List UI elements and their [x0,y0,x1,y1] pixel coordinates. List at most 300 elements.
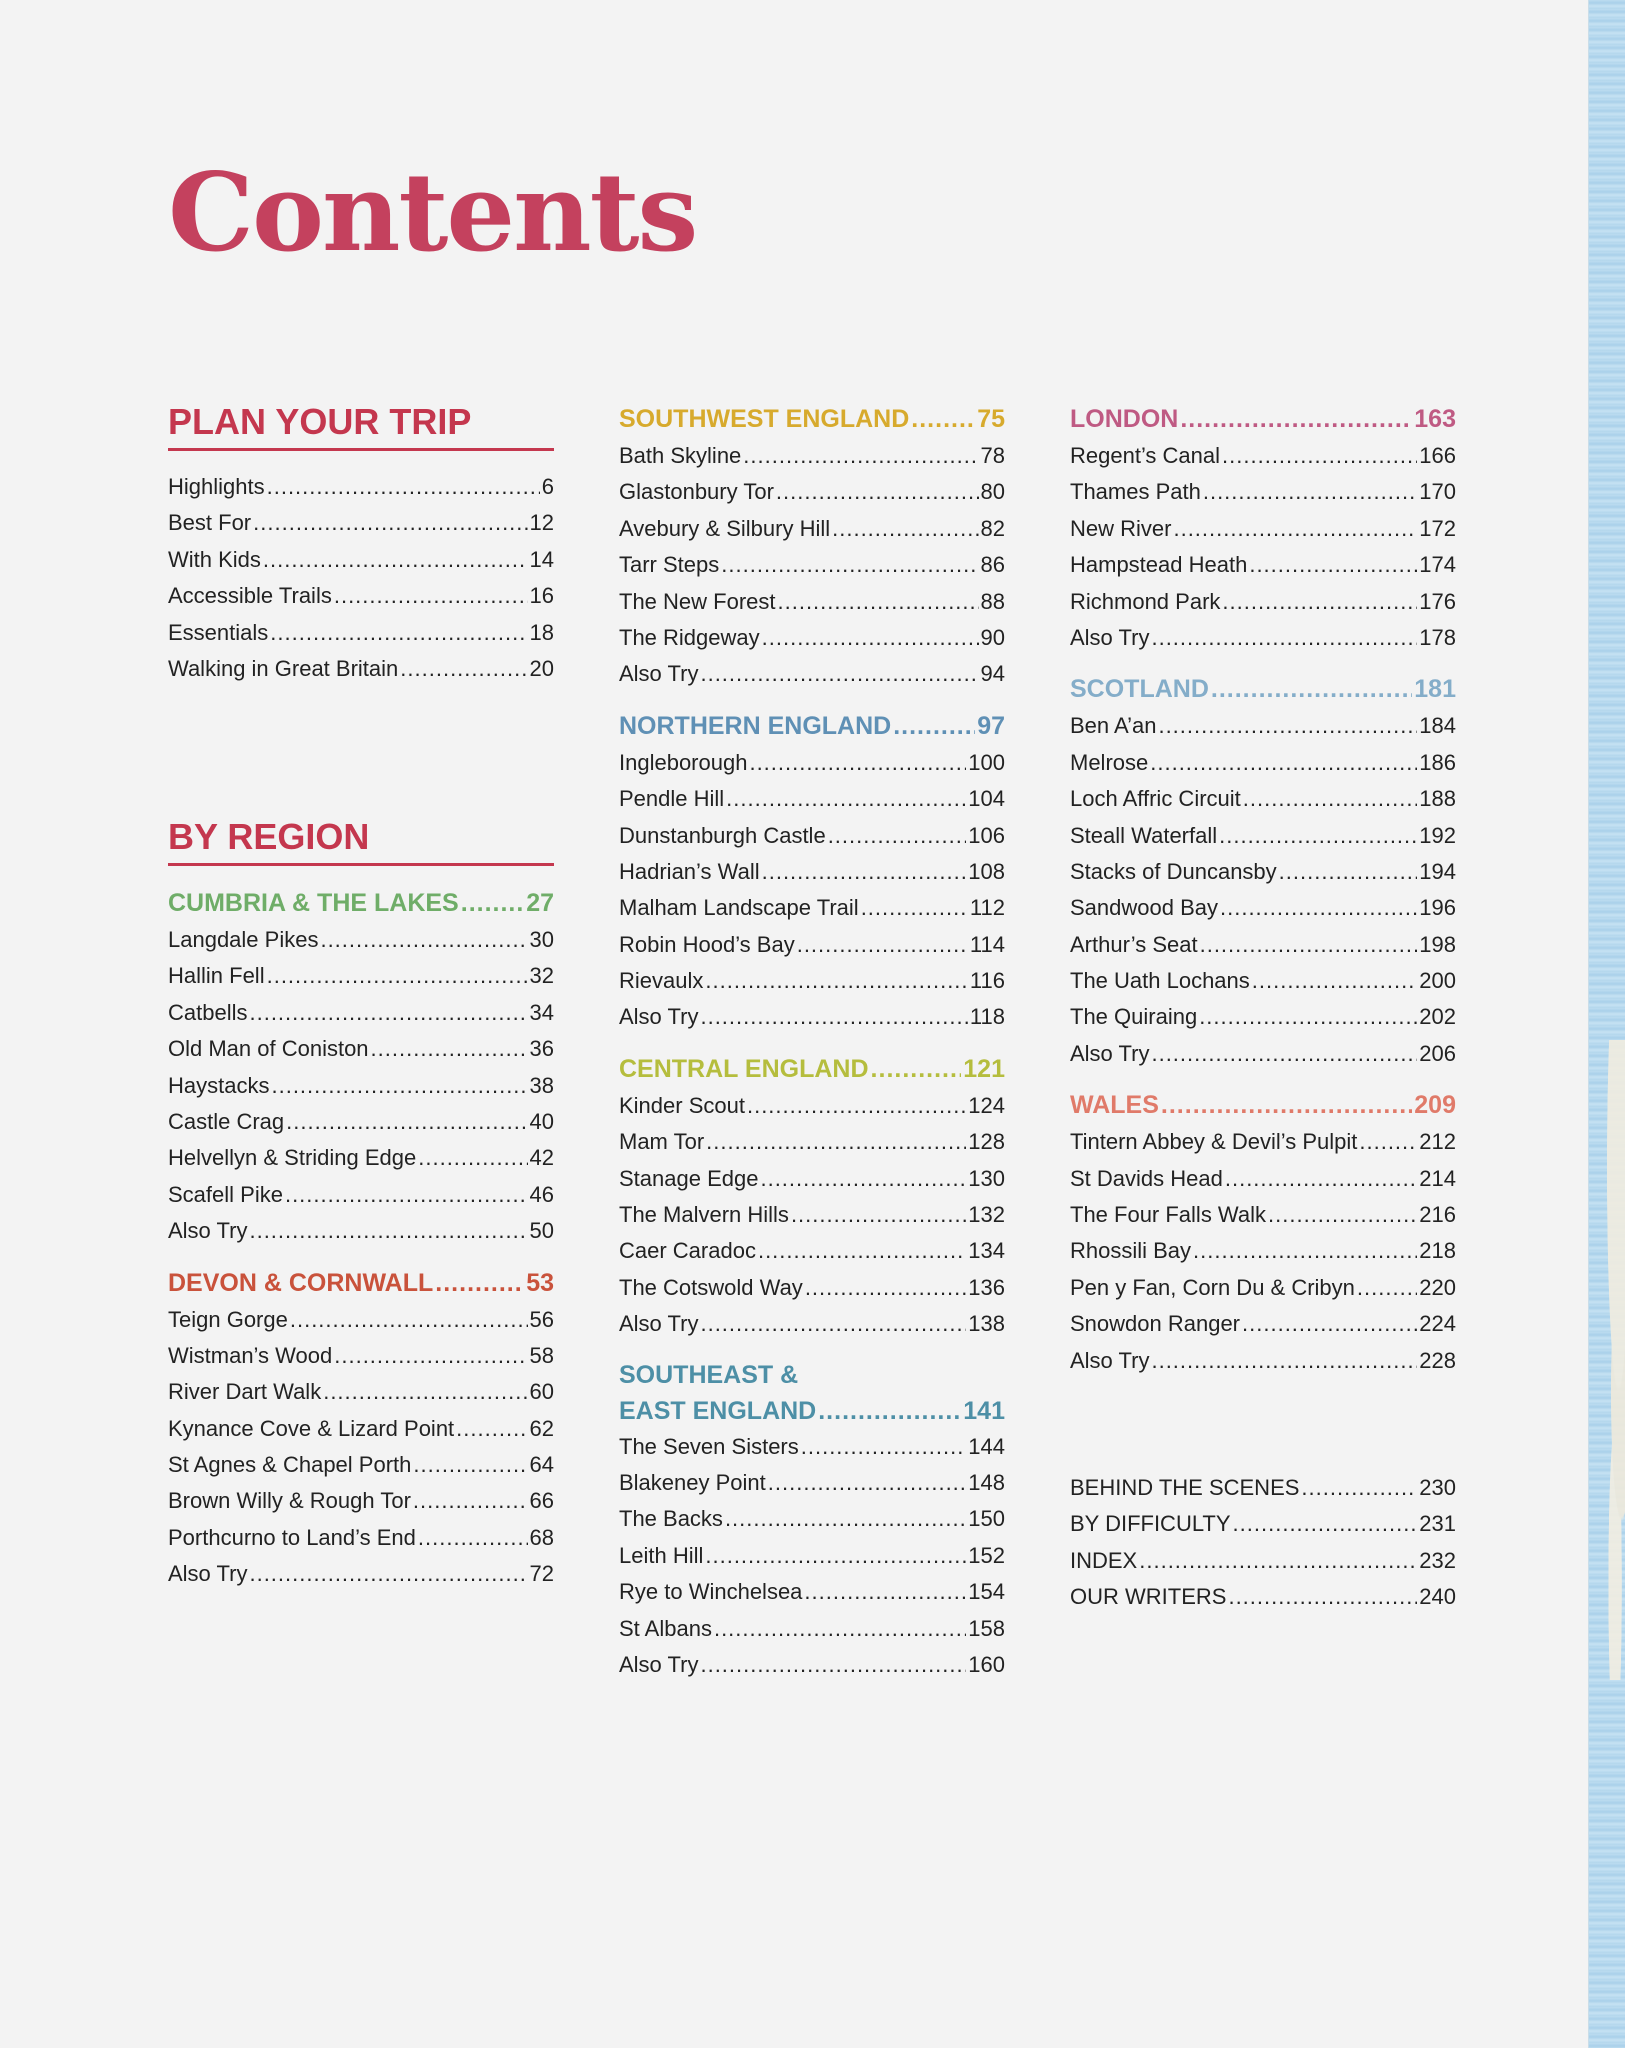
toc-entry-page: 80 [980,479,1005,505]
toc-entry-page: 124 [968,1092,1005,1118]
toc-entry-label: Helvellyn & Striding Edge [168,1145,417,1171]
toc-entry-kinder-scout[interactable] [619,1088,1005,1124]
toc-entry-page: 36 [529,1036,554,1062]
region-heading-southwest[interactable] [619,400,1005,438]
dot-leader [271,1068,527,1104]
dot-leader [413,1483,528,1519]
toc-entry-page: 58 [529,1342,554,1368]
toc-entry-page: 144 [968,1433,1005,1459]
toc-entry-label: Hallin Fell [168,963,265,989]
toc-entry-the-seven-sisters[interactable] [619,1429,1005,1465]
toc-entry-the-four-falls-walk[interactable] [1070,1197,1456,1233]
toc-entry-page: 32 [529,963,554,989]
toc-entry-page: 20 [529,655,554,681]
region-heading-central[interactable] [619,1050,1005,1088]
dot-leader [1151,1036,1417,1072]
toc-entry-label: Also Try [619,1651,699,1677]
toc-entry-label: Pen y Fan, Corn Du & Cribyn [1070,1274,1355,1300]
toc-entry-label: Glastonbury Tor [619,479,774,505]
toc-entry-page: 200 [1419,968,1456,994]
dot-leader [334,578,528,614]
dot-leader [1200,927,1418,963]
toc-entry-tarr-steps[interactable] [619,547,1005,583]
toc-entry-stacks-of-duncansby[interactable] [1070,854,1456,890]
toc-entry-label: Rhossili Bay [1070,1238,1192,1264]
toc-entry-st-davids-head[interactable] [1070,1161,1456,1197]
toc-entry-helvellyn-striding-edge[interactable] [168,1140,554,1176]
toc-entry-wistmans-wood[interactable] [168,1338,554,1374]
toc-entry-rhossili-bay[interactable] [1070,1233,1456,1269]
toc-entry-page: 64 [529,1452,554,1478]
toc-entry-new-river[interactable] [1070,511,1456,547]
region-heading-page: 53 [526,1268,554,1297]
toc-entry-best-for[interactable] [168,505,554,541]
dot-leader [762,620,979,656]
toc-entry-arthurs-seat[interactable] [1070,927,1456,963]
toc-entry-also-try[interactable] [619,656,1005,692]
dot-leader [418,1140,527,1176]
toc-entry-pen-y-fan-corn-du-cribyn[interactable] [1070,1270,1456,1306]
toc-entry-page: 174 [1419,552,1456,578]
toc-entry-label: Porthcurno to Land’s End [168,1524,416,1550]
toc-entry-label: River Dart Walk [168,1379,322,1405]
dot-leader [249,1556,527,1592]
toc-entry-label: Also Try [1070,1040,1150,1066]
dot-leader [1279,854,1418,890]
toc-entry-pendle-hill[interactable] [619,781,1005,817]
toc-entry-label: Hampstead Heath [1070,552,1248,578]
region-heading-wales[interactable] [1070,1086,1456,1124]
region-heading-page: 75 [977,405,1005,433]
toc-entry-thames-path[interactable] [1070,474,1456,510]
toc-entry-page: 220 [1419,1274,1456,1300]
toc-entry-label: Loch Affric Circuit [1070,786,1241,812]
toc-entry-steall-waterfall[interactable] [1070,818,1456,854]
toc-entry-porthcurno-to-lands-end[interactable] [168,1520,554,1556]
toc-entry-page: 224 [1419,1311,1456,1337]
toc-entry-label: Scafell Pike [168,1181,283,1207]
toc-entry-page: 38 [529,1072,554,1098]
toc-entry-glastonbury-tor[interactable] [619,474,1005,510]
toc-entry-the-malvern-hills[interactable] [619,1197,1005,1233]
dot-leader [413,1447,527,1483]
toc-entry-label: Arthur’s Seat [1070,931,1198,957]
toc-entry-page: 178 [1419,624,1456,650]
toc-entry-sandwood-bay[interactable] [1070,890,1456,926]
region-block-cumbria [168,884,554,1250]
region-heading-label: NORTHERN ENGLAND [619,711,892,740]
dot-leader [776,474,979,510]
toc-entry-also-try[interactable] [168,1556,554,1592]
toc-entry-label: Also Try [619,661,699,687]
toc-entry-label: Melrose [1070,749,1149,775]
toc-entry-page: 62 [529,1415,554,1441]
toc-entry-scafell-pike[interactable] [168,1177,554,1213]
toc-entry-page: 136 [968,1274,1005,1300]
by-region-heading: BY REGION [168,815,554,866]
toc-entry-page: 158 [968,1615,1005,1641]
dot-leader [700,1647,966,1683]
dot-leader [290,1302,528,1338]
toc-entry-page: 112 [969,895,1005,921]
toc-entry-page: 100 [968,749,1005,775]
toc-entry-label: Pendle Hill [619,786,725,812]
region-heading-devon[interactable] [168,1264,554,1302]
toc-entry-page: 166 [1419,443,1456,468]
dot-leader [1199,999,1417,1035]
toc-entry-avebury-silbury-hill[interactable] [619,511,1005,547]
toc-entry-page: 186 [1419,749,1456,775]
toc-entry-page: 160 [968,1651,1005,1677]
toc-entry-old-man-of-coniston[interactable] [168,1031,554,1067]
toc-entry-index[interactable] [1070,1543,1456,1579]
toc-entry-page: 218 [1419,1238,1456,1264]
toc-entry-bath-skyline[interactable] [619,438,1005,474]
toc-entry-page: 82 [980,515,1005,541]
dot-leader [267,469,540,505]
toc-entry-label: Snowdon Ranger [1070,1311,1241,1337]
toc-entry-river-dart-walk[interactable] [168,1374,554,1410]
toc-entry-page: 114 [969,931,1005,957]
toc-entry-page: 66 [529,1488,554,1514]
dot-leader [762,854,967,890]
region-heading-page: 141 [963,1396,1005,1425]
toc-entry-label: Tintern Abbey & Devil’s Pulpit [1070,1129,1358,1155]
region-block-central [619,1050,1005,1343]
toc-entry-label: St Agnes & Chapel Porth [168,1452,412,1478]
toc-entry-the-ridgeway[interactable] [619,620,1005,656]
toc-entry-also-try[interactable] [619,999,1005,1035]
region-heading-page: 27 [526,889,554,917]
toc-entry-page: 138 [968,1311,1005,1337]
toc-entry-page: 152 [968,1542,1005,1568]
toc-entry-page: 16 [529,583,554,609]
region-heading-london[interactable] [1070,400,1456,438]
toc-entry-regents-canal[interactable] [1070,438,1456,474]
toc-entry-page: 148 [968,1469,1005,1495]
toc-entry-page: 240 [1419,1584,1456,1610]
toc-entry-ben-aan[interactable] [1070,708,1456,744]
dot-leader [1220,890,1417,926]
region-heading-southeast[interactable] [619,1357,1005,1429]
column-3 [1070,400,1456,1379]
toc-entry-label: Old Man of Coniston [168,1036,369,1062]
dot-leader [705,1538,966,1574]
region-heading-northern[interactable] [619,707,1005,745]
dot-leader [861,890,968,926]
toc-entry-label: The Malvern Hills [619,1202,789,1228]
region-block-devon [168,1264,554,1593]
dot-leader [871,1050,962,1088]
dot-leader [749,745,966,781]
column-1 [168,400,554,687]
dot-leader [714,1611,966,1647]
toc-entry-rye-to-winchelsea[interactable] [619,1574,1005,1610]
dot-leader [323,1374,527,1410]
dot-leader [1211,670,1412,708]
dot-leader [371,1031,528,1067]
toc-entry-label: Accessible Trails [168,583,332,609]
toc-entry-label: Mam Tor [619,1129,705,1155]
toc-entry-by-difficulty[interactable] [1070,1506,1456,1542]
dot-leader [818,1393,961,1429]
toc-entry-label: Also Try [168,1561,248,1587]
plan-your-trip-heading: PLAN YOUR TRIP [168,400,554,451]
toc-entry-essentials[interactable] [168,615,554,651]
toc-entry-page: 72 [529,1561,554,1587]
toc-entry-tintern-abbey-devils-pulpit[interactable] [1070,1124,1456,1160]
toc-entry-dunstanburgh-castle[interactable] [619,818,1005,854]
dot-leader [797,927,968,963]
toc-entry-hadrians-wall[interactable] [619,854,1005,890]
region-heading-label: WALES [1070,1091,1159,1120]
toc-entry-malham-landscape-trail[interactable] [619,890,1005,926]
dot-leader [286,1104,527,1140]
toc-entry-page: 172 [1419,515,1456,541]
toc-entry-page: 130 [968,1165,1005,1191]
toc-entry-page: 176 [1419,588,1456,614]
toc-entry-the-quiraing[interactable] [1070,999,1456,1035]
toc-entry-label: Also Try [168,1218,248,1244]
dot-leader [911,400,975,438]
toc-entry-page: 216 [1419,1202,1456,1228]
toc-entry-page: 14 [529,546,554,572]
toc-entry-rievaulx[interactable] [619,963,1005,999]
dot-leader [1161,1086,1412,1124]
toc-entry-label: Also Try [1070,624,1150,650]
toc-entry-label: The New Forest [619,588,776,614]
toc-entry-label: Robin Hood’s Bay [619,931,795,957]
toc-entry-label: Rye to Winchelsea [619,1579,803,1605]
toc-entry-the-backs[interactable] [619,1501,1005,1537]
toc-entry-page: 184 [1419,713,1456,739]
dot-leader [1150,745,1417,781]
toc-entry-also-try[interactable] [619,1647,1005,1683]
toc-entry-page: 150 [968,1506,1005,1532]
toc-entry-melrose[interactable] [1070,745,1456,781]
dot-leader [743,438,978,474]
toc-entry-page: 34 [529,999,554,1025]
region-heading-page: 97 [977,711,1005,740]
region-block-wales [1070,1086,1456,1379]
dot-leader [1233,1506,1418,1542]
toc-entry-label: Stanage Edge [619,1165,759,1191]
toc-entry-label: Stacks of Duncansby [1070,858,1277,884]
toc-entry-stanage-edge[interactable] [619,1161,1005,1197]
toc-entry-page: 206 [1419,1040,1456,1066]
toc-entry-also-try[interactable] [1070,1036,1456,1072]
region-block-scotland [1070,670,1456,1072]
toc-entry-label: INDEX [1070,1547,1138,1573]
toc-entry-page: 228 [1419,1347,1456,1373]
toc-entry-page: 6 [541,474,554,499]
toc-entry-page: 192 [1419,822,1456,848]
toc-entry-label: St Davids Head [1070,1165,1223,1191]
toc-entry-label: The Ridgeway [619,624,760,650]
toc-entry-label: The Cotswold Way [619,1274,803,1300]
region-block-northern [619,707,1005,1036]
region-block-southeast [619,1357,1005,1684]
dot-leader [1301,1470,1417,1506]
toc-entry-page: 90 [980,624,1005,650]
toc-entry-the-uath-lochans[interactable] [1070,963,1456,999]
toc-entry-richmond-park[interactable] [1070,584,1456,620]
toc-entry-loch-affric-circuit[interactable] [1070,781,1456,817]
toc-entry-label: Langdale Pikes [168,927,319,952]
toc-entry-kynance-cove-lizard-point[interactable] [168,1411,554,1447]
toc-entry-label: Brown Willy & Rough Tor [168,1488,411,1514]
toc-entry-page: 106 [968,822,1005,848]
dot-leader [461,884,524,922]
toc-entry-mam-tor[interactable] [619,1124,1005,1160]
toc-entry-accessible-trails[interactable] [168,578,554,614]
toc-entry-page: 42 [529,1145,554,1171]
toc-entry-the-cotswold-way[interactable] [619,1270,1005,1306]
toc-entry-ingleborough[interactable] [619,745,1005,781]
page-title: Contents [168,150,697,276]
toc-entry-page: 12 [529,510,554,536]
toc-entry-label: Avebury & Silbury Hill [619,515,831,541]
toc-entry-hampstead-heath[interactable] [1070,547,1456,583]
toc-entry-page: 154 [968,1579,1005,1605]
toc-entry-also-try[interactable] [1070,1343,1456,1379]
toc-entry-label: With Kids [168,546,261,572]
toc-entry-catbells[interactable] [168,995,554,1031]
toc-entry-hallin-fell[interactable] [168,958,554,994]
toc-entry-label: Highlights [168,474,265,499]
toc-entry-page: 50 [529,1218,554,1244]
map-edge-decoration [1588,0,1625,2048]
region-heading-page: 163 [1414,405,1456,433]
toc-entry-label: Rievaulx [619,968,704,994]
toc-entry-page: 214 [1419,1165,1456,1191]
toc-entry-page: 30 [529,927,554,952]
toc-entry-also-try[interactable] [619,1306,1005,1342]
dot-leader [791,1197,966,1233]
toc-entry-label: Wistman’s Wood [168,1342,333,1368]
toc-entry-highlights[interactable] [168,469,554,505]
toc-entry-label: Caer Caradoc [619,1238,756,1264]
dot-leader [801,1429,967,1465]
region-heading-cumbria[interactable] [168,884,554,922]
toc-entry-langdale-pikes[interactable] [168,922,554,958]
region-heading-label: DEVON & CORNWALL [168,1268,434,1297]
dot-leader [832,511,978,547]
toc-entry-page: 196 [1419,895,1456,921]
toc-entry-page: 88 [980,588,1005,614]
toc-entry-st-agnes-chapel-porth[interactable] [168,1447,554,1483]
dot-leader [705,963,968,999]
toc-entry-brown-willy-rough-tor[interactable] [168,1483,554,1519]
dot-leader [726,781,966,817]
toc-entry-teign-gorge[interactable] [168,1302,554,1338]
dot-leader [418,1520,528,1556]
region-heading-label: EAST ENGLAND [619,1396,817,1425]
toc-entry-label: St Albans [619,1615,712,1641]
toc-entry-label: Catbells [168,999,248,1025]
toc-entry-the-new-forest[interactable] [619,584,1005,620]
toc-entry-page: 231 [1419,1511,1456,1537]
region-heading-label: CENTRAL ENGLAND [619,1054,869,1083]
toc-entry-label: Regent’s Canal [1070,443,1221,468]
toc-entry-label: Bath Skyline [619,443,742,468]
toc-entry-label: Steall Waterfall [1070,822,1218,848]
dot-leader [1242,1306,1417,1342]
toc-entry-walking-in-great-britain[interactable] [168,651,554,687]
toc-entry-label: Haystacks [168,1072,270,1098]
toc-entry-label: Blakeney Point [619,1469,766,1495]
dot-leader [1249,547,1417,583]
toc-entry-label: OUR WRITERS [1070,1584,1227,1610]
toc-entry-label: Malham Landscape Trail [619,895,859,921]
region-heading-page: 209 [1414,1091,1456,1120]
region-heading-scotland[interactable] [1070,670,1456,708]
toc-entry-page: 46 [529,1181,554,1207]
region-block-southwest [619,400,1005,693]
dot-leader [334,1338,527,1374]
toc-entry-also-try[interactable] [168,1213,554,1249]
region-heading-label: SOUTHWEST ENGLAND [619,405,910,433]
toc-entry-page: 18 [529,619,554,645]
toc-entry-label: Hadrian’s Wall [619,858,760,884]
dot-leader [1180,400,1412,438]
dot-leader [1139,1543,1417,1579]
toc-entry-label: Ben A’an [1070,713,1157,739]
dot-leader [267,958,528,994]
dot-leader [1151,1343,1417,1379]
region-block-london [1070,400,1456,656]
toc-entry-page: 212 [1419,1129,1456,1155]
toc-entry-label: The Seven Sisters [619,1433,799,1459]
toc-entry-also-try[interactable] [1070,620,1456,656]
dot-leader [893,707,975,745]
toc-entry-behind-the-scenes[interactable] [1070,1470,1456,1506]
toc-entry-label: BY DIFFICULTY [1070,1511,1231,1537]
toc-entry-page: 78 [980,443,1005,468]
toc-entry-label: Leith Hill [619,1542,704,1568]
dot-leader [1357,1270,1417,1306]
dot-leader [760,1161,966,1197]
toc-entry-blakeney-point[interactable] [619,1465,1005,1501]
region-heading-label: LONDON [1070,405,1179,433]
dot-leader [249,995,527,1031]
toc-entry-snowdon-ranger[interactable] [1070,1306,1456,1342]
toc-entry-label: The Quiraing [1070,1004,1198,1030]
toc-entry-label: Sandwood Bay [1070,895,1218,921]
toc-entry-label: The Uath Lochans [1070,968,1250,994]
toc-entry-leith-hill[interactable] [619,1538,1005,1574]
toc-entry-label: BEHIND THE SCENES [1070,1475,1300,1500]
toc-entry-label: Also Try [619,1004,699,1030]
toc-entry-st-albans[interactable] [619,1611,1005,1647]
toc-entry-our-writers[interactable] [1070,1579,1456,1615]
dot-leader [1243,781,1418,817]
toc-entry-with-kids[interactable] [168,542,554,578]
column-2 [619,400,1005,1683]
toc-entry-label: The Backs [619,1506,723,1532]
toc-entry-haystacks[interactable] [168,1068,554,1104]
column-1-regions [168,815,554,1593]
toc-entry-robin-hoods-bay[interactable] [619,927,1005,963]
dot-leader [1219,818,1417,854]
toc-entry-page: 198 [1419,931,1456,957]
toc-entry-caer-caradoc[interactable] [619,1233,1005,1269]
toc-entry-castle-crag[interactable] [168,1104,554,1140]
region-heading-page: 181 [1414,675,1456,704]
toc-entry-page: 60 [529,1379,554,1405]
dot-leader [778,584,979,620]
dot-leader [1193,1233,1417,1269]
